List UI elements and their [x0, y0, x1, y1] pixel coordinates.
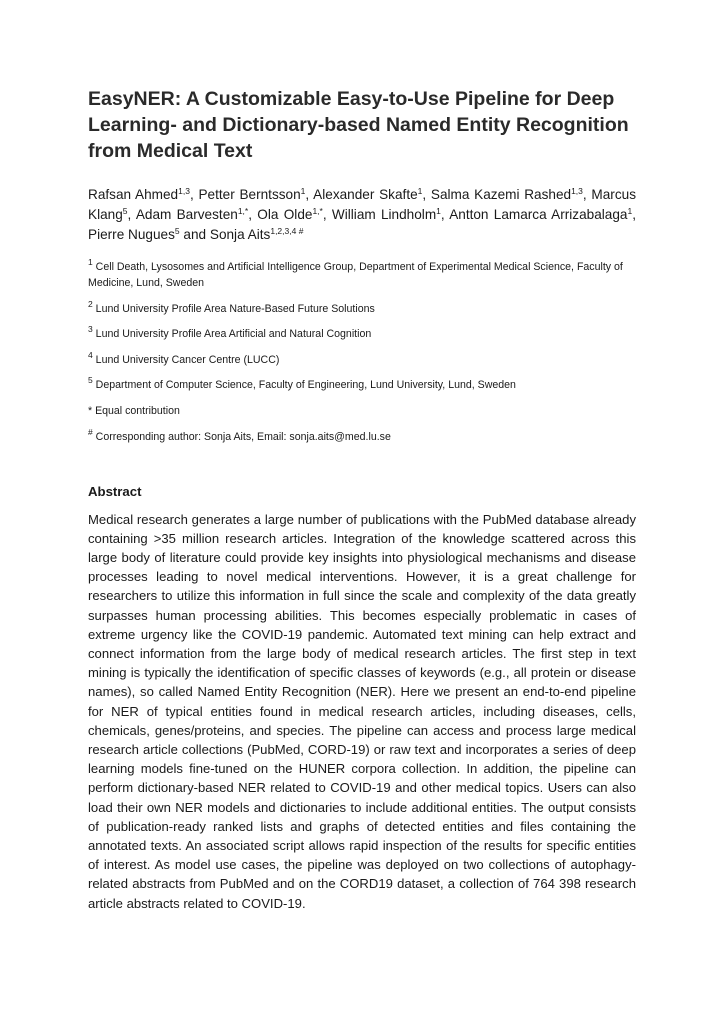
author: [313, 187, 431, 202]
author-affiliation-marks: 1: [417, 186, 423, 196]
affiliation: [88, 298, 636, 317]
author-name: Salma Kazemi Rashed: [430, 187, 572, 202]
author-name: Rafsan Ahmed: [88, 187, 179, 202]
author-name: William Lindholm: [331, 207, 437, 222]
author: [88, 187, 198, 202]
author: [136, 207, 257, 222]
affiliation-text: Department of Computer Science, Faculty of Engineering, Lund University, Lund, Sweden: [92, 379, 516, 392]
affiliation-text: Lund University Cancer Centre (LUCC): [92, 353, 280, 366]
author-affiliation-marks: 5: [174, 226, 180, 236]
author-affiliation-marks: 1: [627, 206, 633, 216]
author-separator: ,: [440, 207, 450, 222]
abstract-heading: Abstract: [88, 483, 142, 499]
affiliation-text: Cell Death, Lysosomes and Artificial Intelligence Group, Department of Experimental Medical Science, Faculty of Medicine, Lund, Sweden: [88, 261, 623, 289]
author: [210, 227, 304, 242]
author: [431, 187, 592, 202]
author-affiliation-marks: 1,3: [571, 186, 583, 196]
affiliation-mark: 3: [88, 324, 93, 335]
author: [449, 207, 636, 222]
author: [332, 207, 449, 222]
author-name: Adam Barvesten: [135, 207, 238, 222]
author-separator: ,: [322, 207, 332, 222]
author-separator: and: [179, 227, 210, 242]
author-affiliation-marks: 1,3: [178, 186, 190, 196]
equal-contribution-note: [88, 403, 636, 419]
affiliation: [88, 377, 636, 393]
abstract-text: Medical research generates a large number of publications with the PubMed database already containing >35 million research articles. Integration of the knowledge scattered across this large body of literature could provide key insights into physiological mechanisms and disease processes leading to novel medical interventions. However, it is a great challenge for researchers to utilize this information in full since the scale and complexity of the data greatly surpasses human processing abilities. This becomes especially problematic in cases of extreme urgency like the COVID-19 pandemic. Automated text mining can help extract and connect information from the large body of medical research articles. The first step in text mining is typically the identification of specific classes of keywords (e.g., all protein or disease names), so called Named Entity Recognition (NER). Here we present an end-to-end pipeline for NER of typical entities found in medical research articles, including diseases, cells, chemicals, genes/proteins, and species. The pipeline can access and process large medical research article collections (PubMed, CORD-19) or raw text and incorporates a series of deep learning models fine-tuned on the HUNER corpora collection. In addition, the pipeline can perform dictionary-based NER related to COVID-19 and other medical topics. Users can also load their own NER models and dictionaries to include additional entities. The output consists of publication-ready ranked lists and graphs of detected entities and files containing the annotated texts. An associated script allows rapid inspection of the results for specific entities of interest. As model use cases, the pipeline was deployed on two collections of autophagy-related abstracts from PubMed and on the CORD19 dataset, a collection of 764 398 research article abstracts related to COVID-19.: [88, 511, 636, 911]
author-separator: ,: [582, 187, 592, 202]
author-affiliation-marks: 1,*: [237, 206, 249, 216]
author: [88, 227, 210, 242]
author-separator: ,: [189, 187, 199, 202]
affiliation: [88, 259, 636, 291]
affiliation-mark: 1: [88, 257, 93, 267]
author-separator: ,: [422, 187, 431, 202]
author-affiliation-marks: 5: [122, 206, 128, 216]
affiliation-mark: 2: [88, 298, 93, 309]
author-separator: ,: [248, 207, 258, 222]
author-affiliation-marks: 1,*: [312, 206, 323, 216]
paper-content: [88, 86, 636, 913]
affiliation-text: * Equal contribution: [88, 404, 180, 417]
author: [257, 207, 332, 222]
affiliation: [88, 326, 636, 342]
author-name: Antton Lamarca Arrizabalaga: [449, 207, 628, 222]
affiliation-mark: #: [88, 426, 93, 437]
affiliation-text: Corresponding author: Sonja Aits, Email: sonja.aits@med.lu.se: [92, 430, 391, 443]
affiliation-mark: 5: [88, 375, 93, 386]
author-name: Pierre Nugues: [88, 227, 175, 242]
corresponding-author-note: [88, 426, 636, 445]
author-list: [88, 185, 636, 245]
author-name: Ola Olde: [257, 207, 313, 222]
author-name: Alexander Skafte: [313, 187, 418, 202]
author-separator: ,: [305, 187, 314, 202]
author-name: Petter Berntsson: [198, 187, 301, 202]
author-affiliation-marks: 1: [300, 186, 306, 196]
author-affiliation-marks: 1: [436, 206, 441, 216]
author-name: Marcus Klang: [88, 187, 636, 222]
author-name: Sonja Aits: [209, 227, 271, 242]
affiliation: [88, 349, 636, 368]
author-separator: ,: [127, 207, 136, 222]
affiliation-list: [88, 259, 636, 445]
affiliation-text: Lund University Profile Area Artificial and Natural Cognition: [92, 328, 372, 341]
affiliation-text: Lund University Profile Area Nature-Based Future Solutions: [92, 302, 375, 315]
author-affiliation-marks: 1,2,3,4 #: [270, 226, 304, 236]
author-separator: ,: [632, 207, 637, 222]
author: [198, 187, 313, 202]
affiliation-mark: 4: [88, 349, 93, 360]
paper-title: EasyNER: A Customizable Easy-to-Use Pipeline for Deep Learning- and Dictionary-based Named Entity Recognition from Medical Text: [88, 88, 629, 162]
